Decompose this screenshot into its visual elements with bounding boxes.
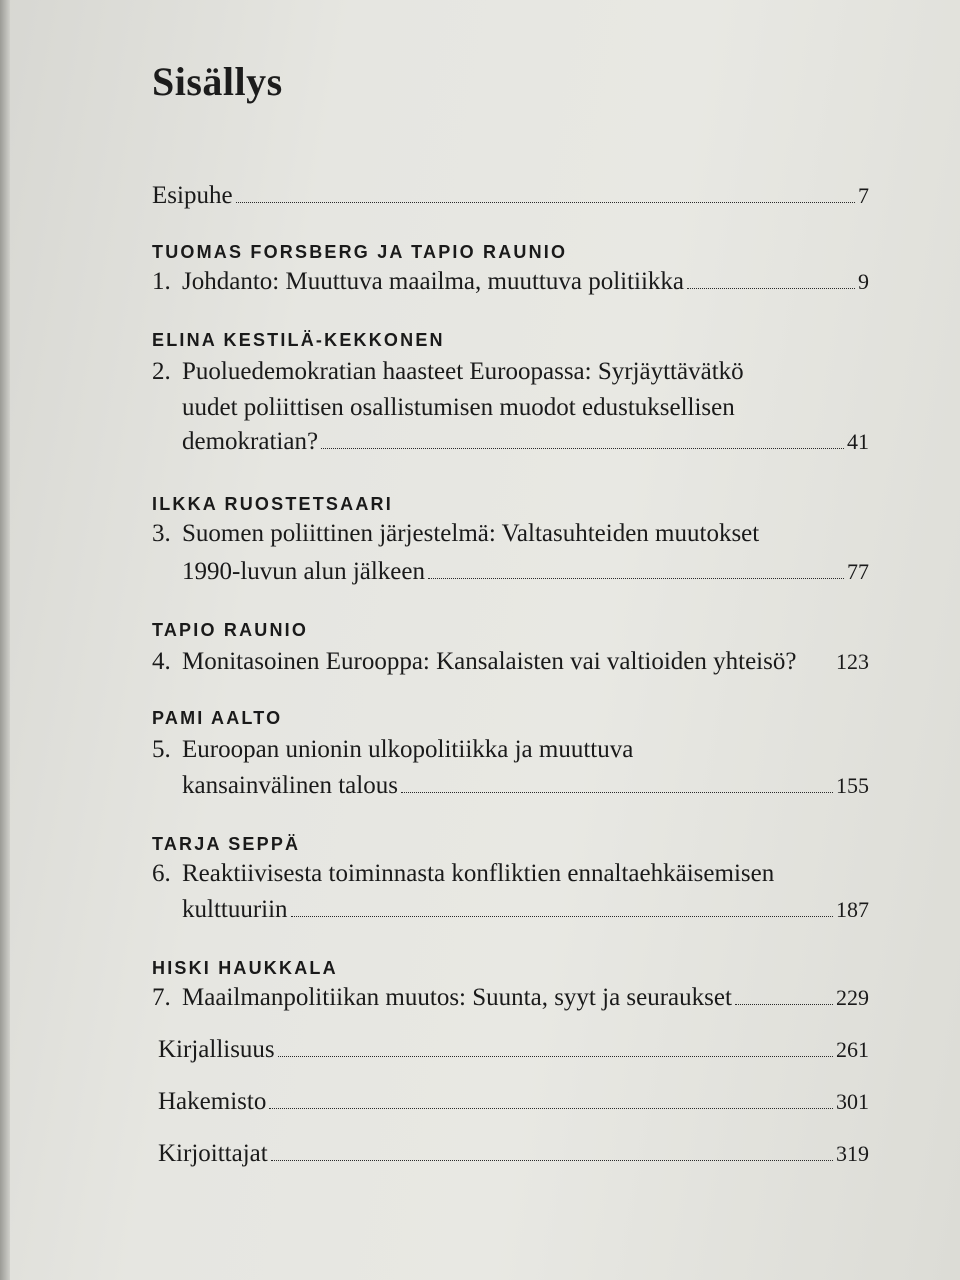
toc-page-number: 229 — [836, 985, 869, 1010]
chapter-title: Reaktiivisesta toiminnasta konfliktien ennaltaehkäisemisen — [182, 860, 775, 887]
toc-entry-chapter-1 — [152, 268, 869, 302]
toc-entry-hakemisto — [158, 1088, 869, 1122]
chapter-author: ELINA KESTILÄ-KEKKONEN — [152, 330, 445, 350]
leader-dots — [321, 428, 844, 449]
toc-entry-esipuhe — [152, 182, 869, 216]
chapter-title-continued: kansainvälinen talous — [182, 772, 398, 799]
toc-page-number: 7 — [858, 183, 869, 208]
toc-label — [152, 736, 633, 764]
toc-label: Esipuhe — [152, 182, 233, 209]
chapter-number: 4. — [152, 648, 171, 675]
toc-entry-chapter-5-line-2 — [182, 772, 869, 806]
leader-dots — [236, 182, 855, 203]
chapter-title-continued: demokratian? — [182, 428, 319, 455]
chapter-number: 5. — [152, 736, 171, 763]
toc-label: Hakemisto — [158, 1088, 267, 1115]
chapter-title-continued: kulttuuriin — [182, 896, 288, 923]
chapter-title: Monitasoinen Eurooppa: Kansalaisten vai valtioiden yhteisö? — [182, 648, 797, 675]
toc-entry-chapter-3-line-2 — [182, 558, 869, 592]
chapter-author: TARJA SEPPÄ — [152, 834, 301, 854]
toc-label — [152, 520, 759, 548]
chapter-author: PAMI AALTO — [152, 708, 283, 728]
leader-dots — [428, 558, 844, 579]
page-spine-shadow — [0, 0, 10, 1280]
leader-dots — [687, 268, 855, 289]
chapter-title: Euroopan unionin ulkopolitiikka ja muuttuva — [182, 736, 634, 763]
toc-entry-kirjallisuus — [158, 1036, 869, 1070]
toc-entry-chapter-6-line-1 — [152, 860, 869, 894]
toc-entry-chapter-5-line-1 — [152, 736, 869, 770]
toc-label: Kirjoittajat — [158, 1140, 268, 1167]
chapter-author: HISKI HAUKKALA — [152, 958, 338, 978]
chapter-author: TAPIO RAUNIO — [152, 620, 309, 640]
chapter-title: Maailmanpolitiikan muutos: Suunta, syyt ja seuraukset — [182, 984, 732, 1011]
toc-page-number: 319 — [836, 1141, 869, 1166]
toc-page-number: 123 — [836, 649, 869, 674]
chapter-number: 3. — [152, 520, 171, 547]
toc-entry-chapter-4 — [152, 648, 869, 682]
leader-dots — [278, 1036, 833, 1057]
chapter-title: Suomen poliittinen järjestelmä: Valtasuhteiden muutokset — [182, 520, 760, 547]
toc-page-number: 41 — [847, 429, 869, 454]
toc-page-number: 301 — [836, 1089, 869, 1114]
chapter-number: 2. — [152, 358, 171, 385]
leader-dots — [291, 896, 833, 917]
toc-page-number: 9 — [858, 269, 869, 294]
leader-dots — [271, 1140, 833, 1161]
toc-page-number: 261 — [836, 1037, 869, 1062]
toc-entry-chapter-2-line-3 — [182, 428, 869, 462]
toc-entry-kirjoittajat — [158, 1140, 869, 1174]
chapter-title-continued: uudet poliittisen osallistumisen muodot edustuksellisen — [182, 394, 735, 421]
toc-page-number: 155 — [836, 773, 869, 798]
toc-entry-chapter-7 — [152, 984, 869, 1018]
chapter-number: 1. — [152, 268, 171, 295]
toc-label — [152, 268, 684, 296]
leader-dots — [269, 1088, 833, 1109]
leader-dots — [799, 649, 833, 669]
toc-label — [152, 358, 744, 386]
chapter-number: 7. — [152, 984, 171, 1011]
page-title: Sisällys — [152, 59, 283, 104]
chapter-title-continued: 1990-luvun alun jälkeen — [182, 558, 425, 585]
toc-page-number: 77 — [847, 559, 869, 584]
chapter-author: TUOMAS FORSBERG JA TAPIO RAUNIO — [152, 242, 568, 262]
chapter-title: Puoluedemokratian haasteet Euroopassa: Syrjäyttävätkö — [182, 358, 744, 385]
toc-entry-chapter-2-line-1 — [152, 358, 869, 392]
chapter-author: ILKKA RUOSTETSAARI — [152, 494, 393, 514]
toc-label: Kirjallisuus — [158, 1036, 275, 1063]
chapter-number: 6. — [152, 860, 171, 887]
chapter-title: Johdanto: Muuttuva maailma, muuttuva politiikka — [182, 268, 685, 295]
toc-label — [152, 860, 774, 888]
toc-page-number: 187 — [836, 897, 869, 922]
toc-entry-chapter-3-line-1 — [152, 520, 869, 554]
leader-dots — [735, 984, 833, 1005]
toc-label — [152, 648, 796, 676]
leader-dots — [401, 772, 833, 793]
toc-label — [152, 984, 732, 1012]
toc-entry-chapter-6-line-2 — [182, 896, 869, 930]
